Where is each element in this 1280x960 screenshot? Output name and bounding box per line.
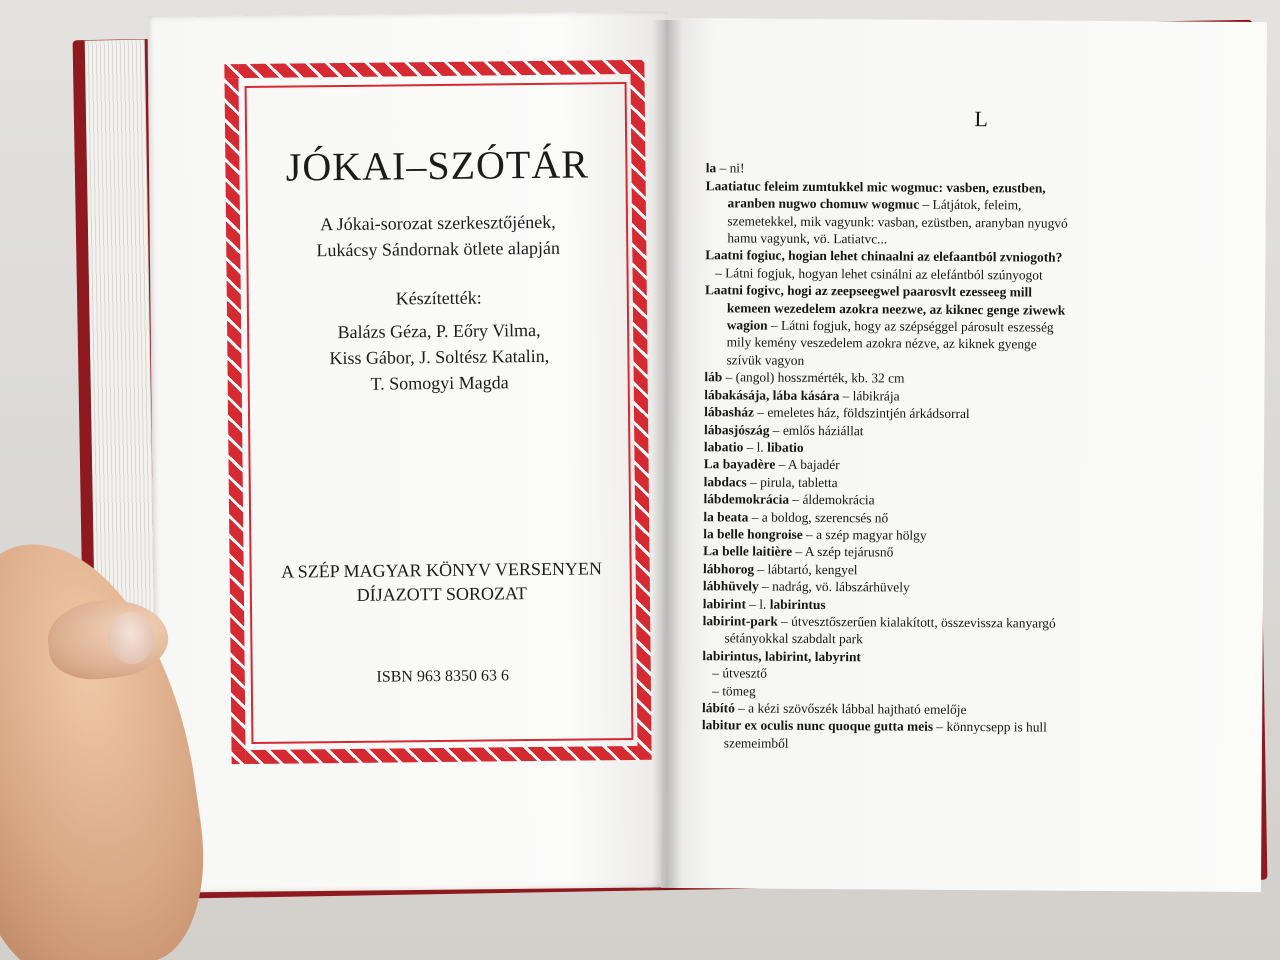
letter-heading: L (974, 106, 988, 132)
cross-reference: labirintus (769, 596, 826, 612)
headword: labirint (702, 595, 747, 612)
award-line: DÍJAZOTT SOROZAT (356, 583, 528, 605)
definition: – pirula, tabletta (746, 474, 838, 490)
headword: lábasház (704, 404, 755, 420)
headword: labdacs (703, 473, 747, 490)
headword: Laatni fogivc, hogi az zeepseegwel paarosvlt ezesseeg mill (704, 282, 1033, 300)
definition: – (angol) hosszmérték, kb. 32 cm (722, 369, 905, 386)
headword: Laatni fogiuc, hogian lehet chinaalni az elefaantból zvniogoth? (705, 247, 1063, 266)
headword: aranben nugwo chomuw wogmuc (727, 195, 920, 212)
definition: – tömeg (712, 682, 756, 699)
headword: lábasjószág (703, 421, 770, 438)
headword: la beata (703, 508, 749, 525)
subtitle-line: A Jókai-sorozat szerkesztőjének, (320, 211, 556, 235)
definition: szemetekkel, mik vagyunk: vasban, ezüstben, aranyban nyugvó (727, 212, 1068, 231)
authors-line: Kiss Gábor, J. Soltész Katalin, (329, 345, 550, 369)
headword: la (705, 160, 717, 176)
authors-line: T. Somogyi Magda (370, 372, 509, 394)
headword: kemeen wezedelem azokra neezwe, az kiknec genge ziwewk (726, 299, 1066, 318)
definition: – Látni fogjuk, hogy az szépséggel párosult eszesség (767, 317, 1054, 335)
headword: La bayadère (703, 456, 776, 472)
definition: – lábtartó, kengyel (754, 561, 858, 578)
cross-reference: libatio (767, 439, 804, 455)
dictionary-page (702, 108, 1226, 755)
definition: sétányokkal szabdalt park (724, 630, 863, 647)
definition: hamu vagyunk, vö. Latiatvc... (727, 230, 888, 247)
headword: labitur ex oculis nunc quoque gutta meis (701, 717, 934, 735)
headword: la belle hongroise (703, 526, 803, 542)
headword: lábhüvely (702, 578, 759, 594)
definition: – Látni fogjuk, hogyan lehet csinálni az elefántból szúnyogot (715, 265, 1043, 283)
title-page-content (247, 98, 634, 742)
definition: – áldemokrácia (789, 491, 875, 508)
definition: – lábikrája (839, 387, 900, 404)
definition: – útvesztőszerűen kialakított, összevissza kanyargó (777, 613, 1056, 631)
definition: – l. (745, 596, 770, 612)
headword: labirintus, labirint, labyrint (702, 647, 861, 665)
spine-shadow (652, 20, 682, 890)
authors-line: Balázs Géza, P. Eőry Vilma, (337, 319, 541, 343)
subtitle-line: Lukácsy Sándornak ötlete alapján (316, 237, 561, 261)
definition: mily kemény veszedelem azokra nézve, az kiknek gyenge (726, 334, 1037, 352)
headword: wagion (726, 317, 768, 333)
subtitle (248, 208, 629, 264)
headword: Laatiatuc feleim zumtukkel mic wogmuc: vasben, ezustben, (705, 178, 1046, 196)
isbn: ISBN 963 8350 63 6 (376, 667, 509, 686)
headword: labirint-park (702, 613, 778, 629)
definition: szívük vagyon (726, 352, 805, 368)
made-by-label: Készítették: (395, 287, 482, 309)
definition: – ni! (716, 160, 745, 176)
dictionary-entry (702, 734, 1222, 755)
headword: lábdemokrácia (703, 491, 790, 507)
definition: – emlős háziállat (769, 422, 864, 438)
definition: – emeletes ház, földszintjén árkádsorral (753, 404, 970, 422)
award-text (241, 556, 641, 608)
book-title: JÓKAI–SZÓTÁR (285, 141, 590, 190)
definition: – l. (743, 439, 768, 455)
authors (249, 316, 630, 398)
definition: – útvesztő (712, 665, 768, 681)
headword: La belle laitière (703, 543, 793, 560)
headword: lábító (702, 700, 735, 716)
definition: – nadrág, vö. lábszárhüvely (758, 578, 910, 595)
definition: – a boldog, szerencsés nő (748, 509, 889, 526)
definition: – A bajadér (775, 456, 840, 473)
dictionary-entries (702, 160, 1226, 755)
definition: – a szép magyar hölgy (802, 526, 927, 543)
definition: – Látjátok, feleim, (919, 196, 1022, 213)
definition: – a kézi szövőszék lábbal hajtható emelője (734, 700, 967, 718)
definition: – A szép tejárusnő (792, 544, 894, 560)
headword: lábhorog (702, 560, 755, 577)
headword: lábakásája, lába kására (704, 386, 840, 403)
definition: – könnycsepp is hull (933, 719, 1047, 735)
award-line: A SZÉP MAGYAR KÖNYV VERSENYEN (281, 558, 603, 582)
headword: labatio (703, 439, 744, 455)
definition: szemeimből (723, 735, 789, 751)
headword: láb (704, 369, 723, 385)
